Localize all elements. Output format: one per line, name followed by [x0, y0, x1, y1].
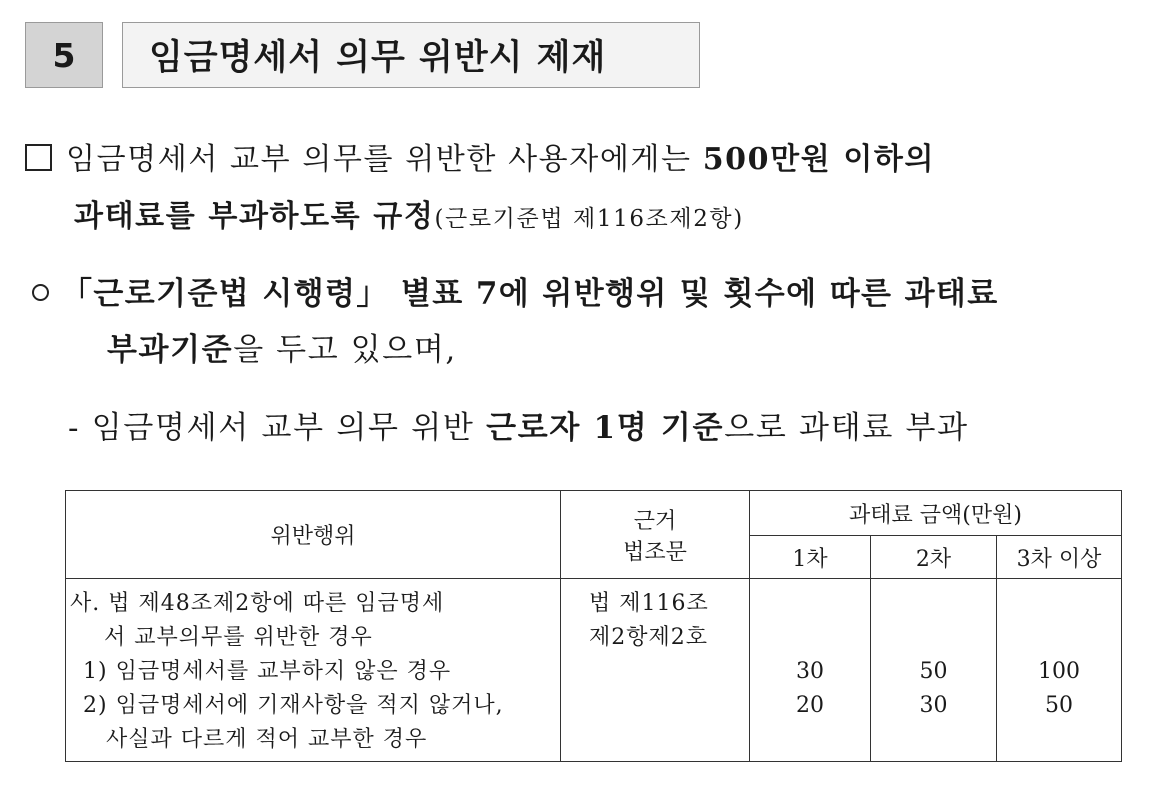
legal-basis-line2: 제2항제2호 [589, 625, 709, 650]
paragraph1-amount: 500만원 이하의 [702, 142, 936, 177]
section-title: 임금명세서 의무 위반시 제재 [122, 22, 700, 88]
header-second-offense: 2차 [871, 536, 997, 579]
header-legal-basis-line1: 근거 [633, 508, 677, 534]
header-legal-basis [561, 491, 750, 579]
violation-subitem-cont: 사실과 다르게 적어 교부한 경우 [106, 727, 428, 752]
fine-value: 30 [796, 659, 824, 684]
fine-value: 50 [919, 659, 948, 684]
fine-value: 30 [919, 693, 948, 718]
fine-value: 100 [1038, 659, 1081, 684]
fine-value: 20 [796, 693, 824, 718]
paragraph1-line2 [74, 197, 744, 239]
fine-second-cell [871, 579, 997, 762]
table-row [66, 579, 1122, 762]
paragraph2-text: 「근로기준법 시행령」 별표 7에 위반행위 및 횟수에 따른 과태료 [61, 276, 999, 312]
paragraph2-rest: 을 두고 있으며, [233, 332, 457, 368]
section-number: 5 [25, 22, 103, 88]
paragraph3-line [68, 408, 969, 448]
fine-table [65, 490, 1121, 762]
paragraph2-emphasis: 부과기준 [107, 332, 234, 368]
fine-third-cell [997, 579, 1122, 762]
paragraph3-post: 으로 과태료 부과 [724, 410, 969, 446]
header-third-offense: 3차 이상 [997, 536, 1122, 579]
header-legal-basis-line2: 법조문 [623, 539, 687, 565]
paragraph3-pre: - 임금명세서 교부 의무 위반 [68, 410, 487, 446]
paragraph2-line2 [107, 330, 457, 370]
violation-line: 사. 법 제48조제2항에 따른 임금명세 [70, 591, 445, 616]
header-violation-action: 위반행위 [66, 491, 561, 579]
violation-line: 서 교부의무를 위반한 경우 [104, 625, 373, 650]
legal-basis-line1: 법 제116조 [589, 591, 709, 616]
paragraph1-line1 [25, 140, 935, 180]
circle-bullet-icon [32, 284, 49, 301]
paragraph1-legal-reference: (근로기준법 제116조제2항) [434, 206, 744, 232]
checkbox-bullet-icon [25, 144, 52, 171]
header-fine-amount: 과태료 금액(만원) [750, 491, 1122, 536]
paragraph3-emphasis: 근로자 1명 기준 [486, 410, 725, 446]
header-first-offense: 1차 [750, 536, 871, 579]
violation-description [66, 579, 561, 762]
paragraph2-line1 [32, 274, 999, 314]
violation-subitem: 1) 임금명세서를 교부하지 않은 경우 [83, 659, 452, 684]
paragraph1-text: 임금명세서 교부 의무를 위반한 사용자에게는 [66, 142, 703, 177]
fine-first-cell [750, 579, 871, 762]
fine-value: 50 [1045, 693, 1074, 718]
legal-basis-cell [561, 579, 750, 762]
paragraph1-provision: 과태료를 부과하도록 규정 [74, 199, 435, 234]
violation-subitem: 2) 임금명세서에 기재사항을 적지 않거나, [83, 693, 504, 718]
